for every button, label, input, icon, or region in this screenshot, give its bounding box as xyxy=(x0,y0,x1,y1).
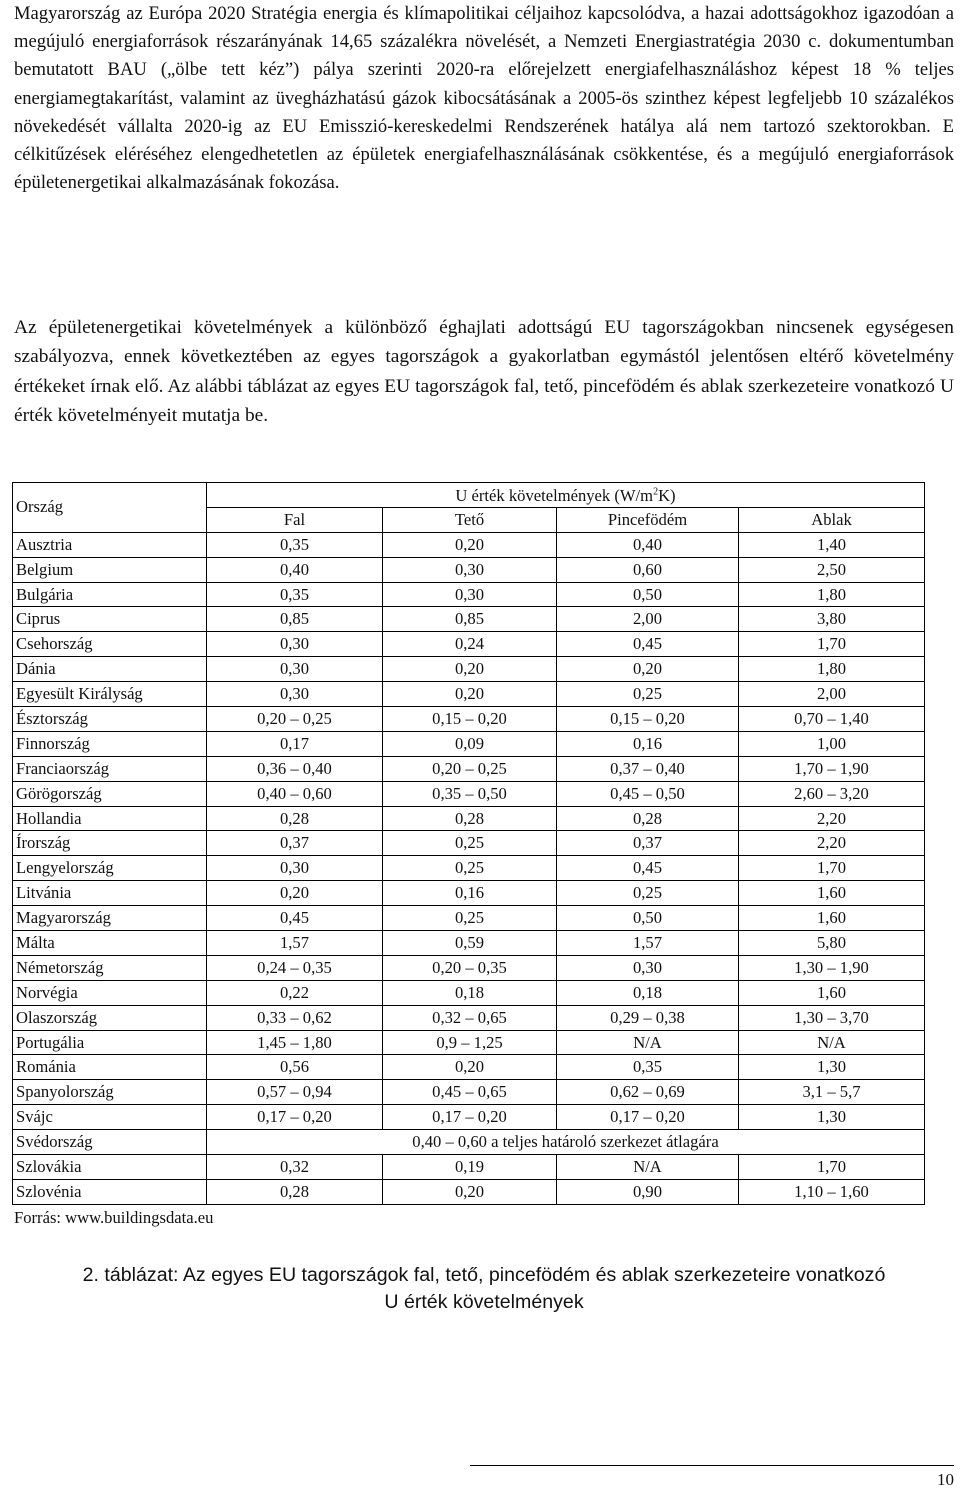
table-row xyxy=(13,1105,925,1130)
wall-value-cell: 0,40 xyxy=(207,557,383,582)
wall-value-cell: 0,30 xyxy=(207,856,383,881)
merged-value-cell: 0,40 – 0,60 a teljes határoló szerkezet átlagára xyxy=(207,1130,925,1155)
window-value-cell: 1,00 xyxy=(739,731,925,756)
table-body xyxy=(13,532,925,1204)
intro-paragraph: Magyarország az Európa 2020 Stratégia energia és klímapolitikai céljaihoz kapcsolódva, a hazai adottságokhoz igazodóan a megújuló energiaforrások részarányának 14,65 százalékra növelését, a Nemzeti Energiastratégia 2030 c. dokumentumban bemutatott BAU („ölbe tett kéz”) pálya szerinti 2020-ra előrejelzett energiafelhasználáshoz képest 18 % teljes energiamegtakarítást, valamint az üvegházhatású gázok kibocsátásának a 2005-ös szinthez képest legfeljebb 10 százalékos növekedését vállalta 2020-ig az EU Emisszió-kereskedelmi Rendszerének hatálya alá nem tartozó szektorokban. E célkitűzések eléréséhez elengedhetetlen az épületek energiafelhasználásának csökkentése, és a megújuló energiaforrások épületenergetikai alkalmazásának fokozása. xyxy=(14,3,954,194)
country-cell: Ausztria xyxy=(13,532,207,557)
wall-value-cell: 0,17 xyxy=(207,731,383,756)
window-value-cell: 3,80 xyxy=(739,607,925,632)
u-value-group-header: U érték követelmények $(W/m^2K)$ xyxy=(207,483,925,508)
basement-floor-value-cell: 0,17 – 0,20 xyxy=(557,1105,739,1130)
basement-floor-value-cell: 1,57 xyxy=(557,931,739,956)
country-cell: Egyesült Királyság xyxy=(13,682,207,707)
source-note: Forrás: www.buildingsdata.eu xyxy=(14,1208,214,1227)
table-row xyxy=(13,532,925,557)
table-row xyxy=(13,731,925,756)
country-cell: Észtország xyxy=(13,707,207,732)
window-value-cell: 1,60 xyxy=(739,881,925,906)
wall-value-cell: 0,28 xyxy=(207,806,383,831)
country-cell: Dánia xyxy=(13,657,207,682)
window-value-cell: 3,1 – 5,7 xyxy=(739,1080,925,1105)
footer-divider xyxy=(470,1465,954,1466)
window-value-cell: 1,60 xyxy=(739,906,925,931)
page-number: 10 xyxy=(937,1470,954,1489)
wall-value-cell: 0,22 xyxy=(207,980,383,1005)
roof-value-cell: 0,25 xyxy=(383,856,557,881)
table-row xyxy=(13,955,925,980)
roof-value-cell: 0,18 xyxy=(383,980,557,1005)
roof-value-cell: 0,17 – 0,20 xyxy=(383,1105,557,1130)
basement-floor-value-cell: N/A xyxy=(557,1030,739,1055)
country-cell: Olaszország xyxy=(13,1005,207,1030)
wall-value-cell: 0,24 – 0,35 xyxy=(207,955,383,980)
window-value-cell: 2,60 – 3,20 xyxy=(739,781,925,806)
table-row xyxy=(13,632,925,657)
table-row xyxy=(13,582,925,607)
country-cell: Szlovénia xyxy=(13,1179,207,1204)
table-row xyxy=(13,707,925,732)
wall-value-cell: 0,85 xyxy=(207,607,383,632)
wall-value-cell: 0,20 xyxy=(207,881,383,906)
basement-floor-value-cell: 0,35 xyxy=(557,1055,739,1080)
caption-line-1: 2. táblázat: Az egyes EU tagországok fal, tető, pincefödém és ablak szerkezeteire vonatkozó xyxy=(82,1264,886,1286)
wall-value-cell: 0,56 xyxy=(207,1055,383,1080)
country-cell: Spanyolország xyxy=(13,1080,207,1105)
table-row xyxy=(13,657,925,682)
column-header-window: Ablak xyxy=(739,507,925,532)
country-cell: Szlovákia xyxy=(13,1155,207,1180)
country-cell: Hollandia xyxy=(13,806,207,831)
column-header-wall: Fal xyxy=(207,507,383,532)
roof-value-cell: 0,35 – 0,50 xyxy=(383,781,557,806)
roof-value-cell: 0,09 xyxy=(383,731,557,756)
country-cell: Franciaország xyxy=(13,756,207,781)
table-row xyxy=(13,1155,925,1180)
basement-floor-value-cell: 0,62 – 0,69 xyxy=(557,1080,739,1105)
table-row xyxy=(13,1080,925,1105)
country-cell: Írország xyxy=(13,831,207,856)
country-cell: Svájc xyxy=(13,1105,207,1130)
wall-value-cell: 0,57 – 0,94 xyxy=(207,1080,383,1105)
roof-value-cell: 0,20 xyxy=(383,1179,557,1204)
country-cell: Málta xyxy=(13,931,207,956)
basement-floor-value-cell: 0,30 xyxy=(557,955,739,980)
window-value-cell: 1,60 xyxy=(739,980,925,1005)
basement-floor-value-cell: 0,29 – 0,38 xyxy=(557,1005,739,1030)
country-cell: Bulgária xyxy=(13,582,207,607)
window-value-cell: 1,10 – 1,60 xyxy=(739,1179,925,1204)
wall-value-cell: 0,20 – 0,25 xyxy=(207,707,383,732)
wall-value-cell: 0,30 xyxy=(207,682,383,707)
u-value-table xyxy=(12,482,925,1205)
wall-value-cell: 0,36 – 0,40 xyxy=(207,756,383,781)
window-value-cell: 1,30 – 1,90 xyxy=(739,955,925,980)
roof-value-cell: 0,16 xyxy=(383,881,557,906)
basement-floor-value-cell: 0,18 xyxy=(557,980,739,1005)
basement-floor-value-cell: 0,45 – 0,50 xyxy=(557,781,739,806)
table-row xyxy=(13,1130,925,1155)
country-cell: Finnország xyxy=(13,731,207,756)
roof-value-cell: 0,20 – 0,25 xyxy=(383,756,557,781)
window-value-cell: 1,30 – 3,70 xyxy=(739,1005,925,1030)
wall-value-cell: 0,40 – 0,60 xyxy=(207,781,383,806)
table-row xyxy=(13,856,925,881)
wall-value-cell: 0,30 xyxy=(207,632,383,657)
window-value-cell: 2,20 xyxy=(739,831,925,856)
basement-floor-value-cell: 0,45 xyxy=(557,856,739,881)
wall-value-cell: 0,30 xyxy=(207,657,383,682)
country-cell: Svédország xyxy=(13,1130,207,1155)
roof-value-cell: 0,20 xyxy=(383,657,557,682)
wall-value-cell: 0,35 xyxy=(207,532,383,557)
wall-value-cell: 0,17 – 0,20 xyxy=(207,1105,383,1130)
roof-value-cell: 0,28 xyxy=(383,806,557,831)
roof-value-cell: 0,59 xyxy=(383,931,557,956)
basement-floor-value-cell: 0,37 xyxy=(557,831,739,856)
window-value-cell: 1,30 xyxy=(739,1105,925,1130)
basement-floor-value-cell: 0,50 xyxy=(557,582,739,607)
window-value-cell: 1,70 xyxy=(739,856,925,881)
window-value-cell: 1,30 xyxy=(739,1055,925,1080)
wall-value-cell: 0,28 xyxy=(207,1179,383,1204)
wall-value-cell: 0,45 xyxy=(207,906,383,931)
window-value-cell: 2,20 xyxy=(739,806,925,831)
window-value-cell: 1,70 – 1,90 xyxy=(739,756,925,781)
table-row xyxy=(13,980,925,1005)
window-value-cell: 1,70 xyxy=(739,632,925,657)
wall-value-cell: 1,57 xyxy=(207,931,383,956)
country-cell: Magyarország xyxy=(13,906,207,931)
table-row xyxy=(13,781,925,806)
table-row xyxy=(13,831,925,856)
window-value-cell: 1,80 xyxy=(739,582,925,607)
country-cell: Litvánia xyxy=(13,881,207,906)
basement-floor-value-cell: 0,60 xyxy=(557,557,739,582)
window-value-cell: N/A xyxy=(739,1030,925,1055)
country-cell: Norvégia xyxy=(13,980,207,1005)
table-row xyxy=(13,906,925,931)
basement-floor-value-cell: 0,25 xyxy=(557,881,739,906)
wall-value-cell: 1,45 – 1,80 xyxy=(207,1030,383,1055)
table-row xyxy=(13,1005,925,1030)
basement-floor-value-cell: 0,50 xyxy=(557,906,739,931)
roof-value-cell: 0,15 – 0,20 xyxy=(383,707,557,732)
roof-value-cell: 0,25 xyxy=(383,906,557,931)
basement-floor-value-cell: 2,00 xyxy=(557,607,739,632)
window-value-cell: 2,00 xyxy=(739,682,925,707)
table-row xyxy=(13,607,925,632)
table-row xyxy=(13,806,925,831)
basement-floor-value-cell: 0,16 xyxy=(557,731,739,756)
country-cell: Csehország xyxy=(13,632,207,657)
basement-floor-value-cell: 0,15 – 0,20 xyxy=(557,707,739,732)
wall-value-cell: 0,33 – 0,62 xyxy=(207,1005,383,1030)
basement-floor-value-cell: 0,40 xyxy=(557,532,739,557)
wall-value-cell: 0,35 xyxy=(207,582,383,607)
table-row xyxy=(13,881,925,906)
roof-value-cell: 0,45 – 0,65 xyxy=(383,1080,557,1105)
country-column-header: Ország xyxy=(13,483,207,533)
window-value-cell: 5,80 xyxy=(739,931,925,956)
table-row xyxy=(13,756,925,781)
roof-value-cell: 0,85 xyxy=(383,607,557,632)
roof-value-cell: 0,19 xyxy=(383,1155,557,1180)
column-header-basement-floor: Pincefödém xyxy=(557,507,739,532)
table-row xyxy=(13,1055,925,1080)
roof-value-cell: 0,20 xyxy=(383,1055,557,1080)
basement-floor-value-cell: 0,28 xyxy=(557,806,739,831)
roof-value-cell: 0,24 xyxy=(383,632,557,657)
basement-floor-value-cell: 0,25 xyxy=(557,682,739,707)
table-caption xyxy=(14,1262,954,1316)
country-cell: Portugália xyxy=(13,1030,207,1055)
table-row xyxy=(13,931,925,956)
country-cell: Németország xyxy=(13,955,207,980)
roof-value-cell: 0,25 xyxy=(383,831,557,856)
country-cell: Románia xyxy=(13,1055,207,1080)
window-value-cell: 1,80 xyxy=(739,657,925,682)
basement-floor-value-cell: 0,90 xyxy=(557,1179,739,1204)
window-value-cell: 1,40 xyxy=(739,532,925,557)
column-header-roof: Tető xyxy=(383,507,557,532)
caption-line-2: U érték követelmények xyxy=(384,1291,584,1313)
country-cell: Lengyelország xyxy=(13,856,207,881)
basement-floor-value-cell: 0,45 xyxy=(557,632,739,657)
table-row xyxy=(13,1179,925,1204)
roof-value-cell: 0,20 xyxy=(383,682,557,707)
roof-value-cell: 0,30 xyxy=(383,582,557,607)
table-row xyxy=(13,682,925,707)
country-cell: Görögország xyxy=(13,781,207,806)
requirements-paragraph: Az épületenergetikai követelmények a különböző éghajlati adottságú EU tagországokban nincsenek egységesen szabályozva, ennek következtében az egyes tagországok a gyakorlatban egymástól jelentősen eltérő követelmény értékeket írnak elő. Az alábbi táblázat az egyes EU tagországok fal, tető, pincefödém és ablak szerkezeteire vonatkozó U érték követelményeit mutatja be. xyxy=(14,317,954,427)
table-row xyxy=(13,1030,925,1055)
roof-value-cell: 0,20 xyxy=(383,532,557,557)
roof-value-cell: 0,32 – 0,65 xyxy=(383,1005,557,1030)
basement-floor-value-cell: 0,37 – 0,40 xyxy=(557,756,739,781)
table-row xyxy=(13,557,925,582)
window-value-cell: 1,70 xyxy=(739,1155,925,1180)
wall-value-cell: 0,37 xyxy=(207,831,383,856)
roof-value-cell: 0,20 – 0,35 xyxy=(383,955,557,980)
window-value-cell: 0,70 – 1,40 xyxy=(739,707,925,732)
basement-floor-value-cell: N/A xyxy=(557,1155,739,1180)
table-header-row xyxy=(13,483,925,508)
basement-floor-value-cell: 0,20 xyxy=(557,657,739,682)
country-cell: Belgium xyxy=(13,557,207,582)
country-cell: Ciprus xyxy=(13,607,207,632)
roof-value-cell: 0,30 xyxy=(383,557,557,582)
wall-value-cell: 0,32 xyxy=(207,1155,383,1180)
window-value-cell: 2,50 xyxy=(739,557,925,582)
roof-value-cell: 0,9 – 1,25 xyxy=(383,1030,557,1055)
